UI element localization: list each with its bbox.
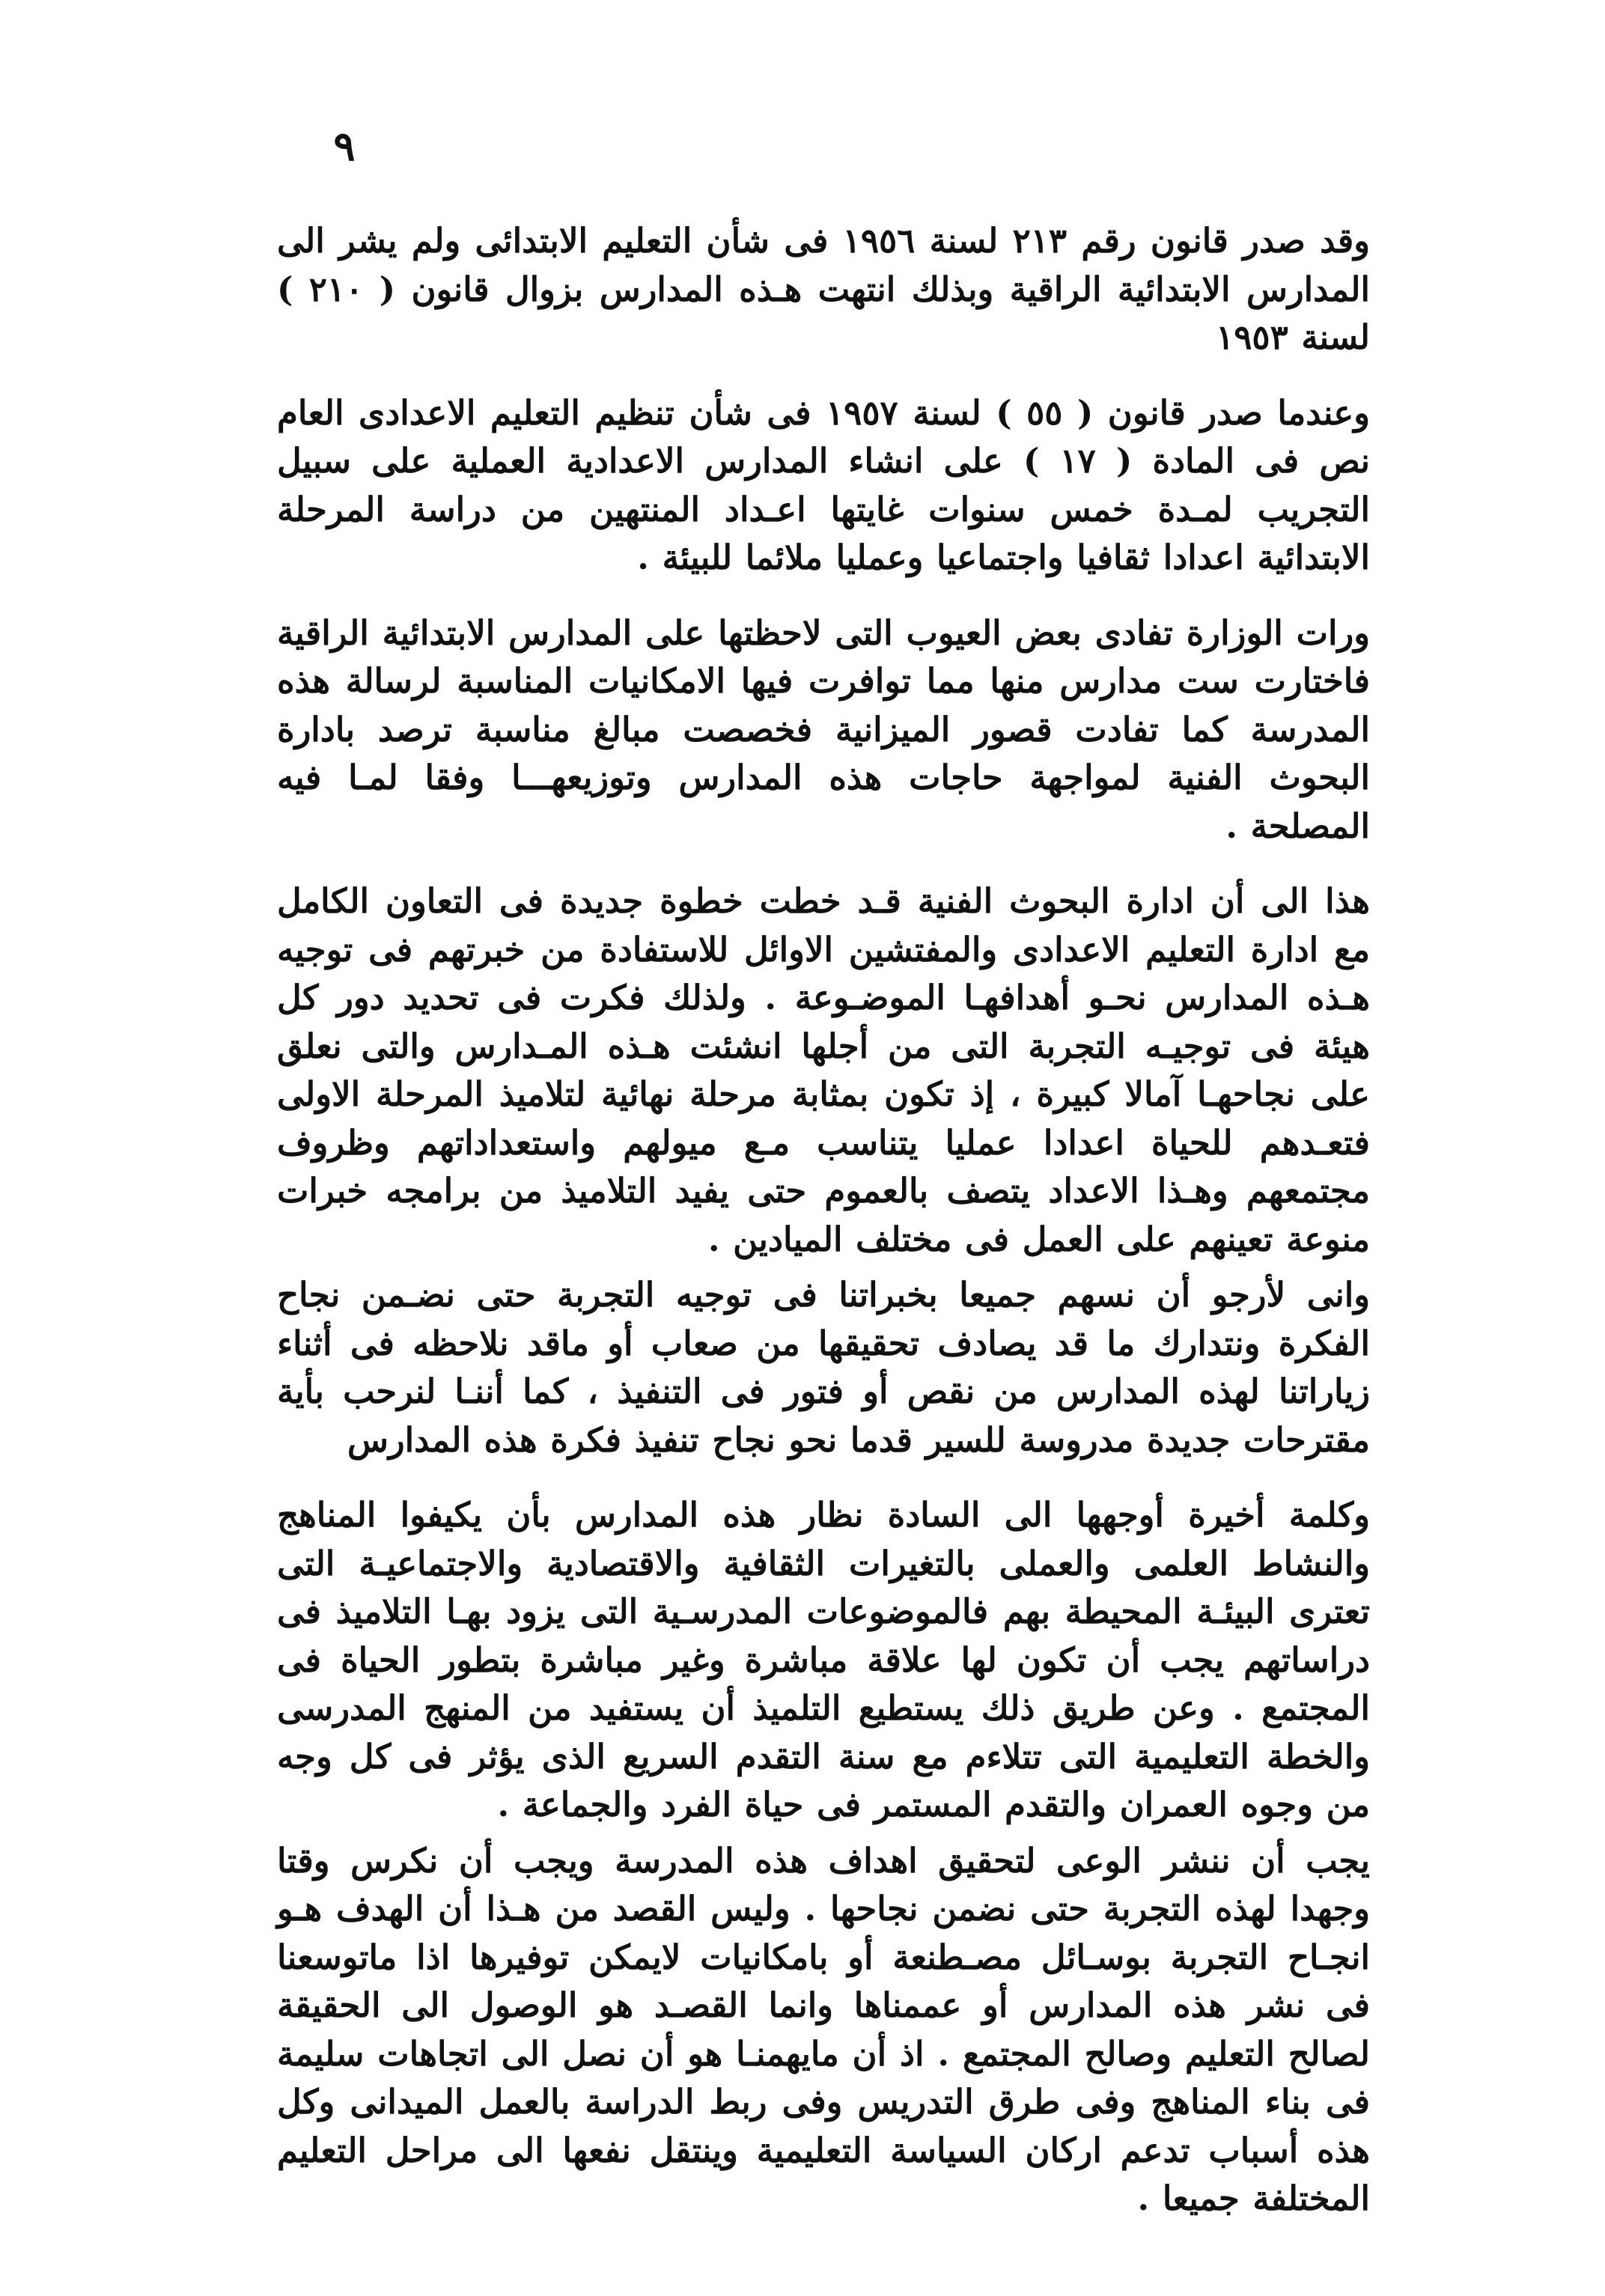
paragraph-technical-research: هذا الى أن ادارة البحوث الفنية قـد خطت خطوة جديدة فى التعاون الكامل مع ادارة التعليم الاعدادى والمفتشين الاوائل للاستفادة من خبرتهم فى توجيه هـذه المدارس نحـو أهدافهـا الموضـوعة . ولذلك فكرت فى تحديد دور كل هيئة فى توجيـه التجربة التى من أجلها انشئت هـذه المـدارس والتى نعلق على نجاحهـا آمالا كبيرة ، إذ تكون بمثابة مرحلة نهائية لتلاميذ المرحلة الاولى فتعـدهم للحياة اعدادا عمليا يتناسب مـع ميولهم واستعداداتهم وظروف مجتمعهم وهـذا الاعداد يتصف بالعموم حتى يفيد التلاميذ من برامجه خبرات منوعة تعينهم على العمل فى مختلف الميادين . bbox=[277, 881, 1370, 1259]
paragraph-final-word: وكلمة أخيرة أوجهها الى السادة نظار هذه المدارس بأن يكيفوا المناهج والنشاط العلمى والعملى بالتغيرات الثقافية والاقتصادية والاجتماعيـة التى تعترى البيئـة المحيطة بهم فالموضوعات المدرسـية التى يزود بهـا التلاميذ فى دراساتهم يجب أن تكون لها علاقة مباشرة وغير مباشرة بتطور الحياة فى المجتمع . وعن طريق ذلك يستطيع التلميذ أن يستفيد من المنهج المدرسى والخطة التعليمية التى تتلاءم مع سنة التقدم السريع الذى يؤثر فى كل وجه من وجوه العمران والتقدم المستمر فى حياة الفرد والجماعة . bbox=[277, 1495, 1370, 1824]
paragraph-awareness: يجب أن ننشر الوعى لتحقيق اهداف هذه المدرسة ويجب أن نكرس وقتا وجهدا لهذه التجربة حتى نضمن نجاحها . وليس القصد من هـذا أن الهدف هـو انجـاح التجربة بوسـائل مصـطنعة أو بامكانيات لايمكن توفيرها اذا ماتوسعنا فى نشر هذه المدارس أو عممناها وانما القصـد هو الوصول الى الحقيقة لصالح التعليم وصالح المجتمع . اذ أن مايهمنـا هو أن نصل الى اتجاهات سليمة فى بناء المناهج وفى طرق التدريس وفى ربط الدراسة بالعمل الميدانى وكل هذه أسباب تدعم اركان السياسة التعليمية وينتقل نفعها الى مراحل التعليم المختلفة جميعا . bbox=[277, 1840, 1370, 2218]
paragraph-hope-contribution: وانى لأرجو أن نسهم جميعا بخبراتنا فى توجيه التجربة حتى نضـمن نجاح الفكرة ونتدارك ما قد يصادف تحقيقها من صعاب أو ماقد نلاحظه فى أثناء زياراتنا لهذه المدارس من نقص أو فتور فى التنفيذ ، كما أننـا لنرحب بأية مقترحات جديدة مدروسة للسير قدما نحو نجاح تنفيذ فكرة هذه المدارس bbox=[277, 1275, 1370, 1460]
page-number: ٩ bbox=[333, 122, 356, 170]
paragraph-law-213: وقد صدر قانون رقم ٢١٣ لسنة ١٩٥٦ فى شأن التعليم الابتدائى ولم يشر الى المدارس الابتدائية الراقية وبذلك انتهت هـذه المدارس بزوال قانون ( ٢١٠ ) لسنة ١٩٥٣ bbox=[277, 221, 1371, 357]
paragraph-ministry-schools: ورات الوزارة تفادى بعض العيوب التى لاحظتها على المدارس الابتدائية الراقية فاختارت ست مدارس منها مما توافرت فيها الامكانيات المناسبة لرسالة هذه المدرسة كما تفادت قصور الميزانية فخصصت مبالغ مناسبة ترصد بادارة البحوث الفنية لمواجهة حاجات هذه المدارس وتوزيعهـــا وفقا لمـا فيه المصلحة . bbox=[277, 612, 1370, 846]
body-text bbox=[277, 217, 1370, 2250]
paragraph-law-55: وعندما صدر قانون ( ٥٥ ) لسنة ١٩٥٧ فى شأن تنظيم التعليم الاعدادى العام نص فى المادة ( ١٧ ) على انشاء المدارس الاعدادية العملية على سبيل التجريب لمـدة خمس سنوات غايتها اعـداد المنتهين من دراسة المرحلة الابتدائية اعدادا ثقافيا واجتماعيا وعمليا ملائما للبيئة . bbox=[277, 392, 1371, 577]
